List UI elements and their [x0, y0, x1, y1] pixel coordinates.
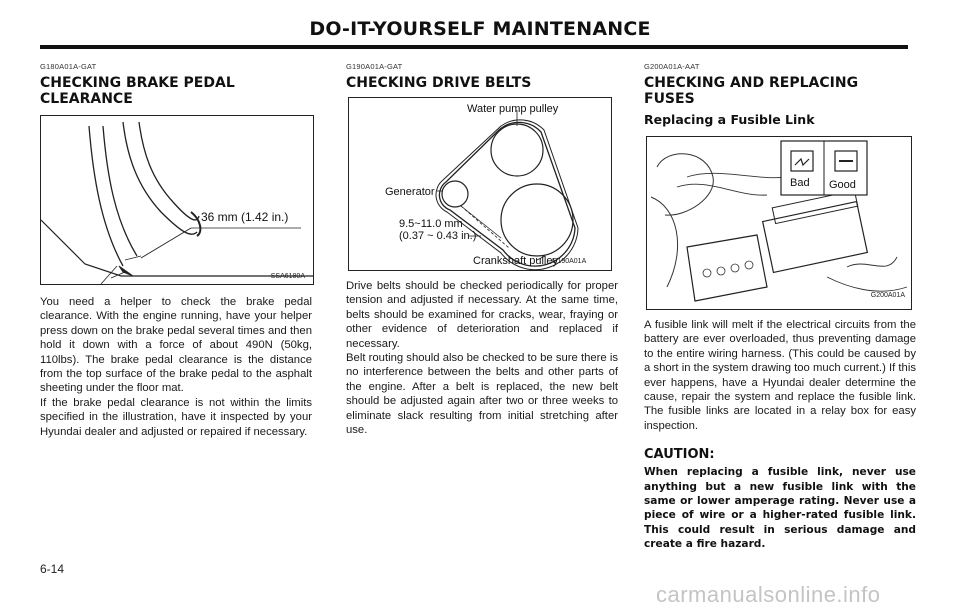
water-pump-label: Water pump pulley	[467, 103, 559, 115]
figure-code: SSA6180A	[270, 273, 305, 280]
pedal-arm	[139, 122, 199, 220]
brake-pedal-illustration	[41, 116, 313, 284]
section-code: G180A01A-GAT	[40, 62, 97, 71]
brake-pedal-figure	[40, 115, 314, 285]
figure-code: G190A01A	[552, 258, 587, 265]
figure-code: G200A01A	[870, 292, 905, 299]
arrow-marker	[125, 256, 141, 260]
watermark: carmanualsonline.info	[656, 582, 881, 607]
fusible-link-figure	[646, 136, 912, 310]
drive-belt	[436, 120, 578, 270]
water-pump-pulley	[491, 124, 543, 176]
body-paragraph: A fusible link will melt if the electrical circuits from the battery are ever overloaded, thus preventing damage to the entire wiring harness. (This could be caused by a short in the system drawing too much current.) If this ever happens, have a Hyundai dealer determine the cause, repair the system and replace the fusible link. The fusible links are located in a relay box for easy inspection.	[644, 319, 916, 432]
section-code: G190A01A-GAT	[346, 62, 403, 71]
generator-label: Generator	[385, 186, 435, 198]
engine-bay-hose	[651, 197, 678, 287]
section-heading	[644, 75, 916, 107]
page-title: DO-IT-YOURSELF MAINTENANCE	[309, 18, 651, 40]
measure-line	[141, 228, 191, 258]
body-paragraph: Belt routing should also be checked to be sure there is no interference between the belts and other parts of the engine. After a belt is replaced, the new belt should be adjusted again after two or three weeks to eliminate slack resulting from initial stretching after use.	[346, 352, 618, 437]
caution-title: CAUTION:	[644, 447, 715, 463]
fuses-section	[644, 62, 916, 552]
heading-line: CHECKING BRAKE PEDAL	[40, 75, 235, 91]
deflection-imperial: (0.37 ~ 0.43 in.)	[399, 230, 477, 242]
body-paragraph: Drive belts should be checked periodically for proper tension and adjusted if necessary. At the same time, belts should be examined for cracks, wear, fraying or other evidence of deterioration and replaced if necessary.	[346, 280, 618, 350]
drive-belt-illustration	[349, 98, 611, 270]
battery-cell	[745, 261, 753, 269]
clearance-label: 36 mm (1.42 in.)	[201, 210, 289, 224]
section-heading	[40, 75, 312, 107]
caution-text: When replacing a fusible link, never use anything but a new fusible link with the same or lower amperage rating. Never use a piece of wire or a higher-rated fusible link. This could result in serious damage and create a fire hazard.	[644, 466, 916, 551]
section-code: G200A01A-AAT	[644, 62, 700, 71]
drive-belts-section	[346, 62, 618, 437]
pedal-arm	[89, 126, 123, 266]
battery-cell	[703, 269, 711, 277]
battery-cell	[717, 267, 725, 275]
drive-belt-figure	[348, 97, 612, 271]
section-heading: CHECKING DRIVE BELTS	[346, 75, 532, 91]
body-paragraph: You need a helper to check the brake pedal clearance. With the engine running, have your helper press down on the brake pedal several times and then hold it down with a force of about 490N (50kg, 110lbs). The brake pedal clearance is the distance from the top surface of the brake pedal to the asphalt sheeting under the floor mat.	[40, 296, 312, 395]
heading-line: CLEARANCE	[40, 91, 133, 107]
pedal-arm	[123, 122, 197, 234]
pedal-arm	[103, 126, 137, 256]
wiring	[827, 257, 907, 291]
deflection-metric: 9.5~11.0 mm	[399, 218, 463, 230]
wiring	[677, 173, 787, 195]
crankshaft-pulley	[501, 184, 573, 256]
body-paragraph: If the brake pedal clearance is not within the limits specified in the illustration, have it inspected by your Hyundai dealer and adjusted or repaired if necessary.	[40, 396, 312, 438]
battery-cell	[731, 264, 739, 272]
page-number: 6-14	[40, 562, 65, 576]
title-rule	[40, 45, 908, 49]
engine-bay-illustration	[647, 137, 911, 309]
brake-pedal-section	[40, 62, 312, 439]
section-subheading: Replacing a Fusible Link	[644, 112, 815, 127]
relay-box	[763, 202, 868, 273]
good-label: Good	[829, 179, 856, 191]
deflection-label	[399, 218, 476, 242]
bad-label: Bad	[790, 177, 810, 189]
heading-line: FUSES	[644, 91, 695, 107]
crankshaft-label: Crankshaft pulley	[473, 255, 558, 267]
battery	[687, 235, 767, 301]
drive-belt	[439, 122, 575, 266]
heading-line: CHECKING AND REPLACING	[644, 75, 859, 91]
arrow-marker	[101, 266, 117, 284]
generator-pulley	[442, 181, 468, 207]
